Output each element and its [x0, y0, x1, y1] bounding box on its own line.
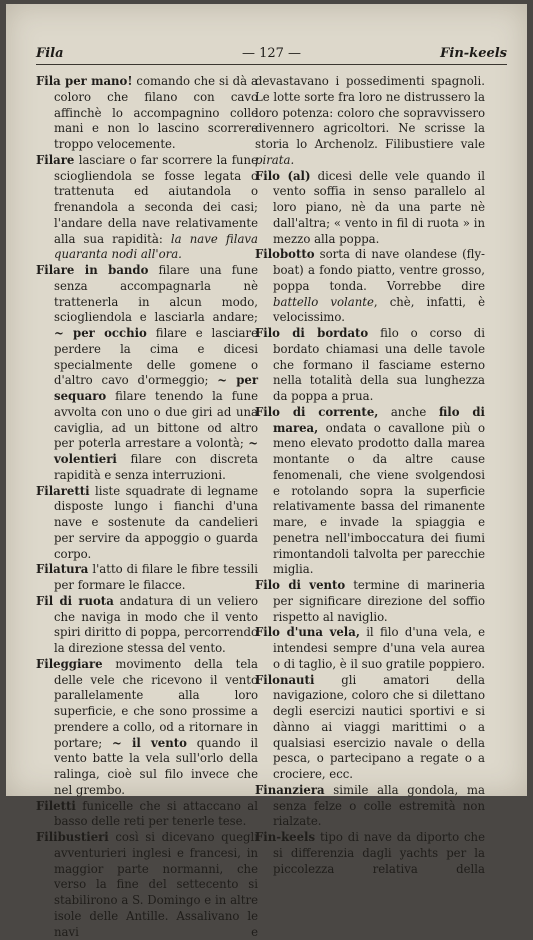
dictionary-entry [255, 625, 485, 672]
page-number: — 127 — [241, 46, 302, 61]
dictionary-entry [255, 578, 485, 625]
entry-italic-text: battello volante [273, 294, 374, 309]
entry-text: sorta di nave olandese (fly-boat) a fondo piatto, ventre grosso, poppa tonda. Vorrebbe dire [273, 247, 485, 293]
right-column [255, 74, 485, 877]
entry-text: gli amatori della navigazione, coloro che si dilettano degli esercizi nautici sportivi e si dànno ai viaggi marittimi o a qualsiasi esercizio navale o della pesca, o partecipano a regate o a crociere, ecc. [273, 672, 485, 781]
entry-headword: Filo di corrente, [255, 404, 379, 419]
entry-text: il filo d'una vela, e intendesi sempre d'una vela aurea o di taglio, è il suo gratile poppiero. [273, 625, 485, 671]
dictionary-entry [255, 247, 485, 326]
entry-headword: Fin-keels [255, 830, 316, 844]
entry-text: quando il vento batte la vela sull'orlo della ralinga, cioè sul filo invece che nel grembo. [54, 735, 258, 797]
entry-headword: Filaretti [36, 483, 90, 498]
dictionary-entry [36, 74, 258, 153]
dictionary-entry [255, 830, 485, 877]
entry-subheadword: ~ il vento [112, 735, 187, 750]
entry-subheadword: ~ per occhio [54, 326, 147, 340]
dictionary-entry [255, 169, 485, 248]
header-left-guideword: Fila [36, 46, 64, 61]
dictionary-entry [36, 263, 258, 484]
entry-headword: Filo d'una vela, [255, 625, 360, 640]
entry-headword: Filo di vento [255, 578, 346, 592]
entry-text: comando che si dà a coloro che filano con cavo affinchè lo accompagnino colle mani e non lo lascino scorrere troppo velocemente. [54, 74, 258, 151]
entry-text: liste squadrate di legname disposte lungo i fianchi d'una nave e sostenute da candelieri per servire da appoggio o guarda corpo. [54, 483, 258, 561]
entry-headword: Filo (al) [255, 168, 311, 183]
entry-text: funicelle che si attaccano al basso delle reti per tenerle tese. [54, 798, 258, 829]
entry-text: ondata o cavallone più o meno elevato prodotto dalla marea montante o da altre cause fenomenali, che viene svolgendosi e rotolando sopra la superficie relativamente bassa del rimanente mare, e invade la spiaggia e penetra nell'imboccatura dei fiumi rimontandoli talvolta per parecchie miglia. [273, 420, 485, 577]
entry-text: andatura di un veliero che naviga in modo che il vento spiri diritto di poppa, percorrendo la direzione stessa del vento. [54, 593, 258, 655]
dictionary-entry [36, 799, 258, 831]
entry-headword: Filonauti [255, 672, 315, 687]
dictionary-entry [255, 673, 485, 783]
header-rule [36, 64, 507, 65]
entry-text: movimento della tela delle vele che ricevono il vento parallelamente alla loro superficie, e che sono prossime a prendere a collo, od a ritornare in portare; [54, 656, 258, 750]
entry-headword: Fil di ruota [36, 593, 114, 608]
dictionary-entry [36, 153, 258, 263]
entry-text: tipo di nave da diporto che si differenzia dagli yachts per la piccolezza relativa della [273, 830, 485, 876]
dictionary-entry [255, 783, 485, 830]
entry-headword: Filetti [36, 798, 76, 813]
left-column [36, 74, 258, 940]
entry-text: filo o corso di bordato chiamasi una delle tavole che formano il fasciame esterno nella totalità della sua lunghezza da poppa a prua. [273, 326, 485, 403]
entry-italic-text: pirata. [255, 152, 295, 167]
entry-headword: Filo di bordato [255, 326, 369, 340]
entry-subheadword: filo di marea, [273, 404, 485, 435]
entry-text: , chè, infatti, è velocissimo. [273, 294, 485, 325]
entry-headword: Filobotto [255, 247, 315, 262]
entry-text: filare una fune senza accompagnarla nè trattenerla in alcun modo, sciogliendola e lasciarla andare; [54, 263, 258, 325]
entry-text: filare tenendo la fune avvolta con uno o due giri ad una caviglia, ad un bittone od altro per poterla arrestare a volontà; [54, 389, 258, 451]
dictionary-entry [36, 830, 258, 940]
entry-subheadword: ~ volentieri [54, 436, 258, 466]
entry-text: filare e lasciare perdere la cima e dicesi specialmente delle gomene o d'altro cavo d'ormeggio; [54, 326, 258, 388]
dictionary-entry [255, 326, 485, 405]
entry-text: filare con discreta rapidità e senza interruzioni. [54, 452, 258, 482]
entry-text: simile alla gondola, ma senza felze o colle estremità non rialzate. [273, 782, 485, 829]
running-header [36, 46, 507, 64]
dictionary-entry [36, 562, 258, 594]
entry-italic-text: la nave filava quaranta nodi all'ora. [54, 231, 258, 262]
entry-text: devastavano i possedimenti spagnoli. Le lotte sorte fra loro ne distrussero la loro potenza: coloro che sopravvissero divennero agricoltori. Ne scrisse la storia lo Archenolz. Filibustiere vale [255, 74, 485, 151]
entry-text: l'atto di filare le fibre tessili per formare le filacce. [54, 562, 258, 592]
entry-subheadword: ~ per sequaro [54, 373, 258, 403]
entry-headword: Finanziera [255, 782, 325, 797]
dictionary-entry [36, 657, 258, 799]
book-page [6, 4, 527, 939]
header-right-guideword: Fin-keels [440, 46, 507, 61]
entry-headword: Fila per mano! [36, 74, 133, 88]
dictionary-entry [36, 594, 258, 657]
entry-headword: Filare [36, 152, 75, 167]
entry-headword: Filare in bando [36, 263, 149, 277]
entry-headword: Fileggiare [36, 656, 103, 671]
dictionary-entry [255, 405, 485, 578]
entry-text: anche [378, 404, 439, 419]
entry-text: termine di marineria per significare direzione del soffio rispetto al naviglio. [273, 578, 485, 624]
entry-headword: Filatura [36, 562, 89, 577]
dictionary-entry [255, 74, 485, 169]
entry-text: dicesi delle vele quando il vento soffia in senso parallelo al loro piano, nè da una parte nè dall'altra; « vento in fil di ruota » in mezzo alla poppa. [273, 168, 485, 246]
entry-text: lasciare o far scorrere la fune sciogliendola se fosse legata o trattenuta ed aiutandola o frenandola a seconda dei casi; l'andare della nave relativamente alla sua rapidità: [54, 152, 258, 246]
entry-headword: Filibustieri [36, 830, 109, 844]
dictionary-entry [36, 484, 258, 563]
entry-text: così si dicevano quegli avventurieri inglesi e francesi, in maggior parte normanni, che verso la fine del settecento si stabilirono a S. Domingo e in altre isole delle Antille. Assalivano le navi e [54, 830, 258, 939]
